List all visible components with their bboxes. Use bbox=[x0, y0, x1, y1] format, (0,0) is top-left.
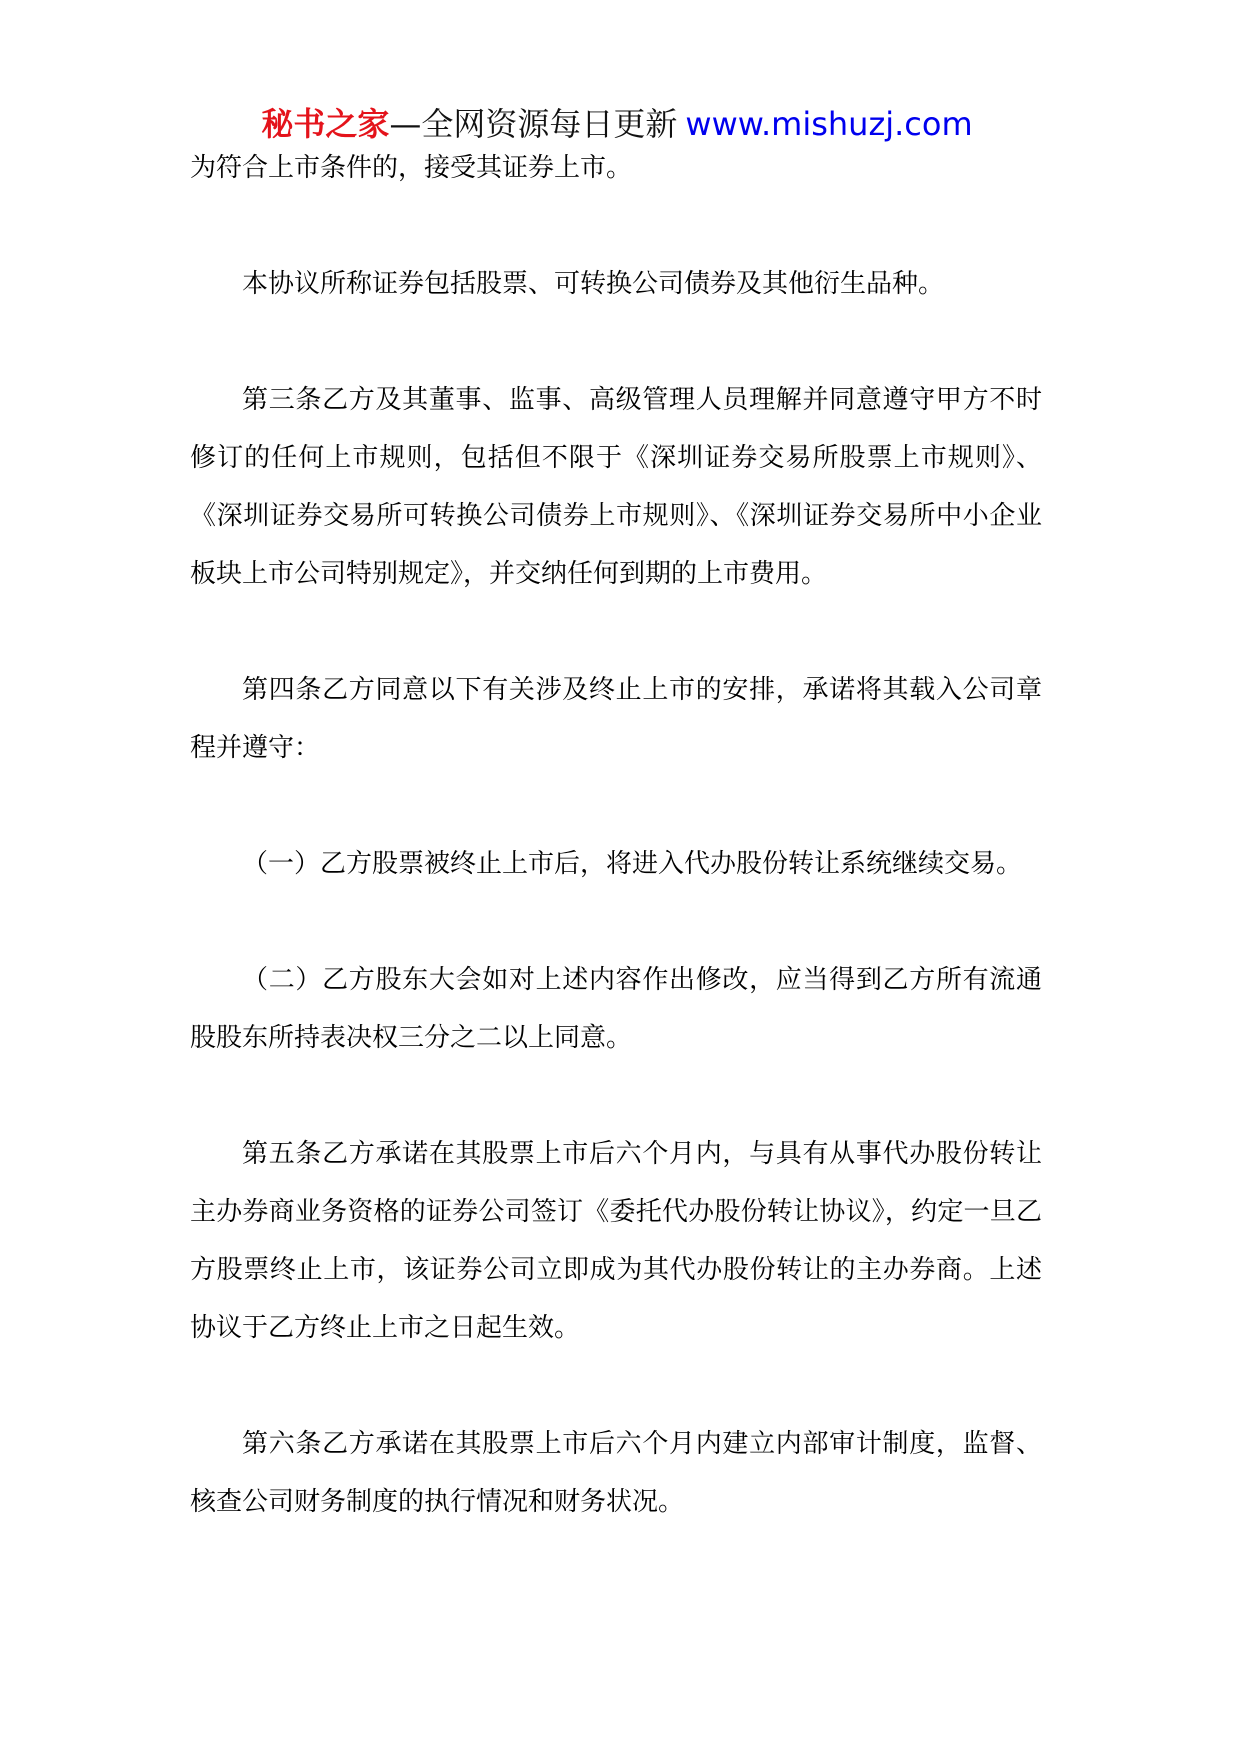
banner-slogan: —全网资源每日更新 bbox=[389, 105, 678, 143]
paragraph-article-4: 第四条乙方同意以下有关涉及终止上市的安排，承诺将其载入公司章程并遵守： bbox=[190, 675, 1042, 763]
banner-brand: 秘书之家 bbox=[261, 105, 390, 143]
paragraph: 本协议所称证券包括股票、可转换公司债券及其他衍生品种。 bbox=[242, 269, 945, 299]
banner-url-link[interactable]: www.mishuzj.com bbox=[685, 105, 973, 143]
paragraph-clause-1: （一）乙方股票被终止上市后，将进入代办股份转让系统继续交易。 bbox=[242, 849, 1023, 879]
paragraph-clause-2: （二）乙方股东大会如对上述内容作出修改，应当得到乙方所有流通股股东所持表决权三分之二以上同意。 bbox=[190, 965, 1042, 1053]
paragraph-article-3: 第三条乙方及其董事、监事、高级管理人员理解并同意遵守甲方不时修订的任何上市规则，包括但不限于《深圳证券交易所股票上市规则》、《深圳证券交易所可转换公司债券上市规则》、《深圳证券交易所中小企业板块上市公司特别规定》，并交纳任何到期的上市费用。 bbox=[190, 385, 1042, 589]
paragraph: 为符合上市条件的，接受其证券上市。 bbox=[190, 153, 633, 183]
paragraph-article-5: 第五条乙方承诺在其股票上市后六个月内，与具有从事代办股份转让主办券商业务资格的证券公司签订《委托代办股份转让协议》，约定一旦乙方股票终止上市，该证券公司立即成为其代办股份转让的主办券商。上述协议于乙方终止上市之日起生效。 bbox=[190, 1139, 1042, 1343]
document-body bbox=[190, 139, 1042, 1589]
paragraph-article-6: 第六条乙方承诺在其股票上市后六个月内建立内部审计制度，监督、核查公司财务制度的执行情况和财务状况。 bbox=[190, 1429, 1042, 1517]
